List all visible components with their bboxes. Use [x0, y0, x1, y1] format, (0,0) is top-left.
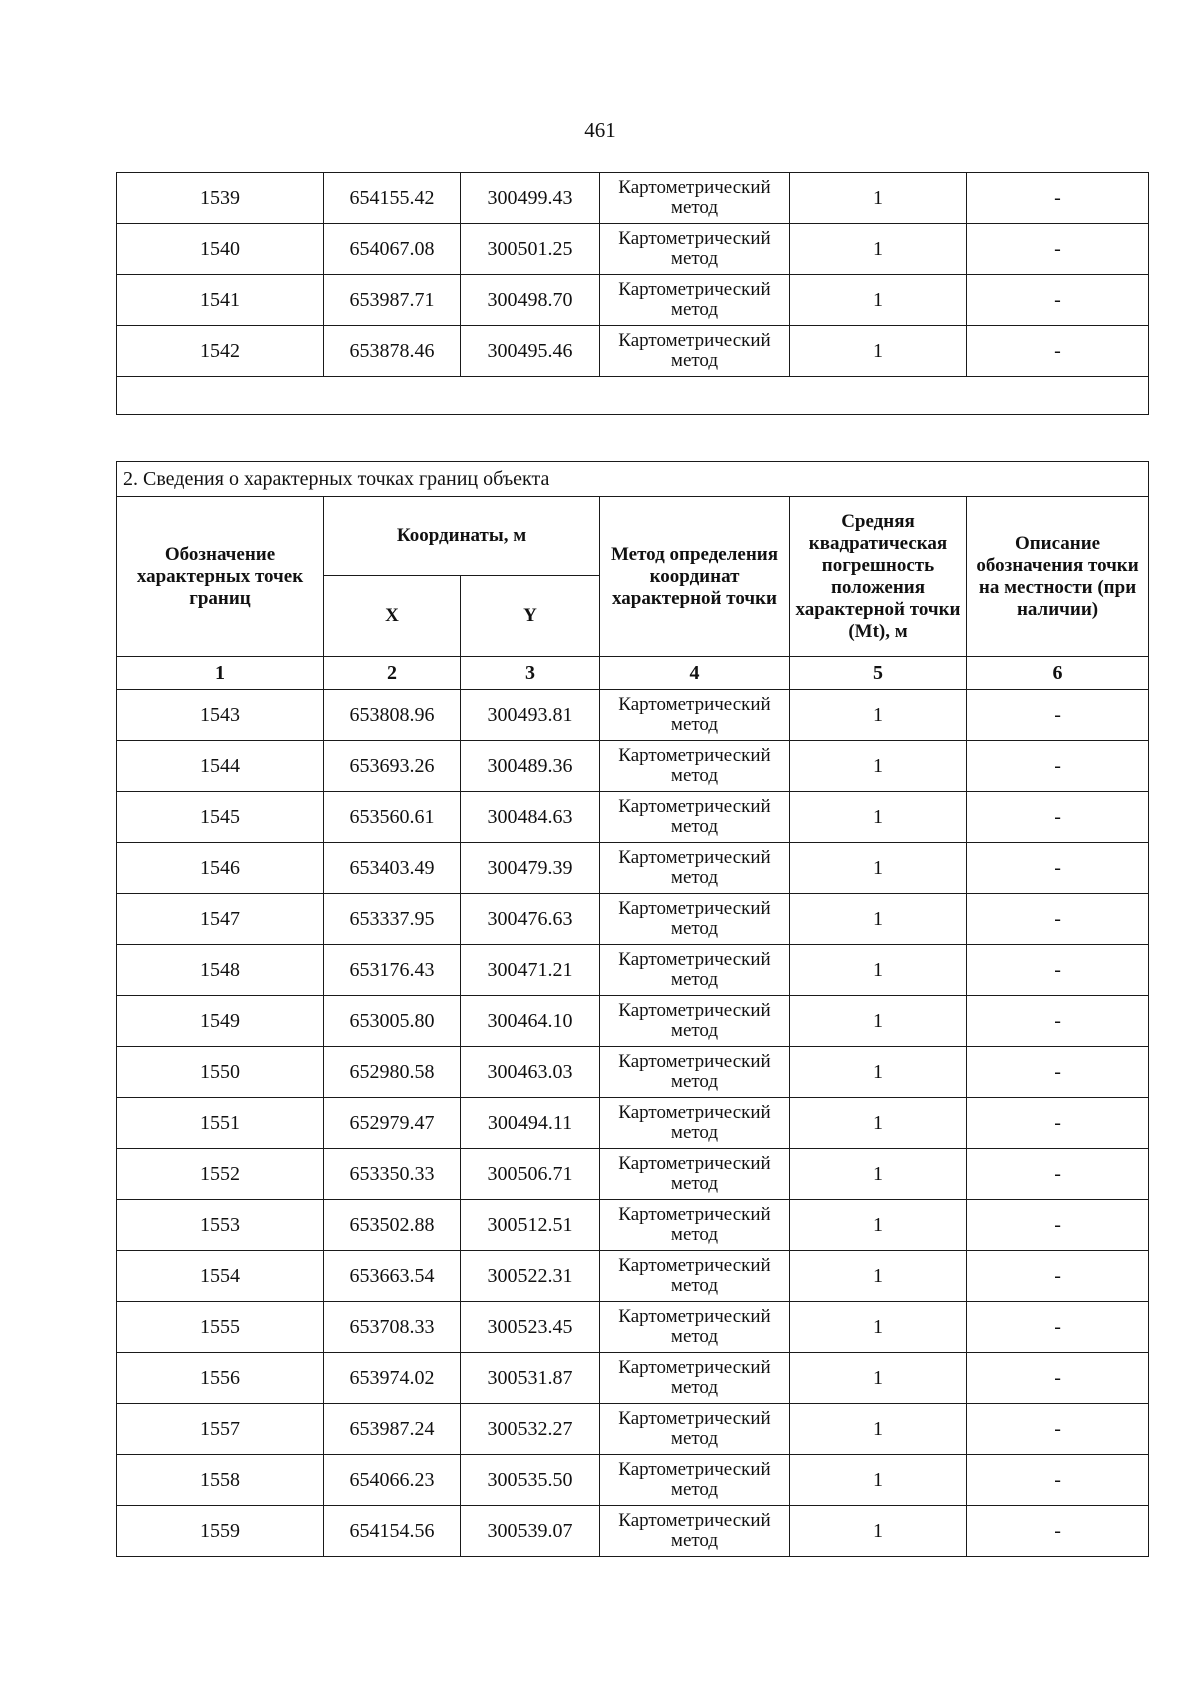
table-row — [117, 1302, 1149, 1353]
y-coordinate-cell: 300512.51 — [461, 1200, 600, 1251]
table-row — [117, 224, 1149, 275]
point-id-cell: 1552 — [117, 1149, 324, 1200]
mean-error-cell: 1 — [790, 1098, 967, 1149]
boundary-points-table — [116, 461, 1149, 1557]
description-cell: - — [967, 1149, 1149, 1200]
description-cell: - — [967, 792, 1149, 843]
method-cell: Картометрический метод — [600, 1098, 790, 1149]
table-row — [117, 945, 1149, 996]
description-cell: - — [967, 1506, 1149, 1557]
table-row — [117, 741, 1149, 792]
x-coordinate-cell: 653974.02 — [324, 1353, 461, 1404]
column-number-5: 5 — [790, 657, 967, 690]
y-coordinate-cell: 300498.70 — [461, 275, 600, 326]
x-coordinate-cell: 653176.43 — [324, 945, 461, 996]
mean-error-cell: 1 — [790, 894, 967, 945]
description-cell: - — [967, 996, 1149, 1047]
mean-error-cell: 1 — [790, 326, 967, 377]
point-id-cell: 1558 — [117, 1455, 324, 1506]
header-description: Описание обозначения точки на местности (при наличии) — [967, 497, 1149, 657]
point-id-cell: 1544 — [117, 741, 324, 792]
method-cell: Картометрический метод — [600, 945, 790, 996]
x-coordinate-cell: 654067.08 — [324, 224, 461, 275]
description-cell: - — [967, 843, 1149, 894]
method-cell: Картометрический метод — [600, 894, 790, 945]
point-id-cell: 1549 — [117, 996, 324, 1047]
table-row — [117, 996, 1149, 1047]
method-cell: Картометрический метод — [600, 792, 790, 843]
y-coordinate-cell: 300531.87 — [461, 1353, 600, 1404]
table-row — [117, 173, 1149, 224]
mean-error-cell: 1 — [790, 275, 967, 326]
y-coordinate-cell: 300495.46 — [461, 326, 600, 377]
y-coordinate-cell: 300532.27 — [461, 1404, 600, 1455]
mean-error-cell: 1 — [790, 1149, 967, 1200]
x-coordinate-cell: 653403.49 — [324, 843, 461, 894]
description-cell: - — [967, 1098, 1149, 1149]
method-cell: Картометрический метод — [600, 741, 790, 792]
y-coordinate-cell: 300523.45 — [461, 1302, 600, 1353]
mean-error-cell: 1 — [790, 1047, 967, 1098]
point-id-cell: 1547 — [117, 894, 324, 945]
method-cell: Картометрический метод — [600, 1455, 790, 1506]
y-coordinate-cell: 300522.31 — [461, 1251, 600, 1302]
point-id-cell: 1545 — [117, 792, 324, 843]
mean-error-cell: 1 — [790, 996, 967, 1047]
y-coordinate-cell: 300535.50 — [461, 1455, 600, 1506]
method-cell: Картометрический метод — [600, 1404, 790, 1455]
method-cell: Картометрический метод — [600, 690, 790, 741]
x-coordinate-cell: 654066.23 — [324, 1455, 461, 1506]
column-number-4: 4 — [600, 657, 790, 690]
table-row — [117, 1251, 1149, 1302]
table-row — [117, 894, 1149, 945]
description-cell: - — [967, 1047, 1149, 1098]
point-id-cell: 1543 — [117, 690, 324, 741]
mean-error-cell: 1 — [790, 741, 967, 792]
point-id-cell: 1557 — [117, 1404, 324, 1455]
x-coordinate-cell: 653502.88 — [324, 1200, 461, 1251]
table-row — [117, 326, 1149, 377]
column-number-1: 1 — [117, 657, 324, 690]
boundary-points-table-body — [117, 690, 1149, 1557]
point-id-cell: 1546 — [117, 843, 324, 894]
y-coordinate-cell: 300464.10 — [461, 996, 600, 1047]
y-coordinate-cell: 300493.81 — [461, 690, 600, 741]
x-coordinate-cell: 653350.33 — [324, 1149, 461, 1200]
table-row — [117, 1455, 1149, 1506]
method-cell: Картометрический метод — [600, 996, 790, 1047]
mean-error-cell: 1 — [790, 1455, 967, 1506]
x-coordinate-cell: 654154.56 — [324, 1506, 461, 1557]
point-id-cell: 1550 — [117, 1047, 324, 1098]
table-row — [117, 1098, 1149, 1149]
description-cell: - — [967, 173, 1149, 224]
mean-error-cell: 1 — [790, 945, 967, 996]
x-coordinate-cell: 653987.24 — [324, 1404, 461, 1455]
mean-error-cell: 1 — [790, 792, 967, 843]
mean-error-cell: 1 — [790, 173, 967, 224]
header-method: Метод определения координат характерной точки — [600, 497, 790, 657]
description-cell: - — [967, 894, 1149, 945]
column-number-6: 6 — [967, 657, 1149, 690]
x-coordinate-cell: 653987.71 — [324, 275, 461, 326]
method-cell: Картометрический метод — [600, 1251, 790, 1302]
y-coordinate-cell: 300494.11 — [461, 1098, 600, 1149]
x-coordinate-cell: 652980.58 — [324, 1047, 461, 1098]
y-coordinate-cell: 300489.36 — [461, 741, 600, 792]
table-row — [117, 1047, 1149, 1098]
description-cell: - — [967, 1200, 1149, 1251]
point-id-cell: 1559 — [117, 1506, 324, 1557]
mean-error-cell: 1 — [790, 1506, 967, 1557]
mean-error-cell: 1 — [790, 1353, 967, 1404]
x-coordinate-cell: 653808.96 — [324, 690, 461, 741]
description-cell: - — [967, 224, 1149, 275]
description-cell: - — [967, 741, 1149, 792]
x-coordinate-cell: 653663.54 — [324, 1251, 461, 1302]
empty-cell — [117, 377, 1149, 415]
method-cell: Картометрический метод — [600, 224, 790, 275]
description-cell: - — [967, 1251, 1149, 1302]
table-title: 2. Сведения о характерных точках границ объекта — [117, 462, 1149, 497]
header-designation: Обозначение характерных точек границ — [117, 497, 324, 657]
description-cell: - — [967, 1404, 1149, 1455]
header-coordinates: Координаты, м — [324, 497, 600, 576]
y-coordinate-cell: 300484.63 — [461, 792, 600, 843]
y-coordinate-cell: 300499.43 — [461, 173, 600, 224]
description-cell: - — [967, 275, 1149, 326]
table-row — [117, 843, 1149, 894]
method-cell: Картометрический метод — [600, 1353, 790, 1404]
y-coordinate-cell: 300479.39 — [461, 843, 600, 894]
mean-error-cell: 1 — [790, 690, 967, 741]
empty-row — [117, 377, 1149, 415]
description-cell: - — [967, 1455, 1149, 1506]
method-cell: Картометрический метод — [600, 1506, 790, 1557]
point-id-cell: 1539 — [117, 173, 324, 224]
method-cell: Картометрический метод — [600, 1200, 790, 1251]
column-number-3: 3 — [461, 657, 600, 690]
y-coordinate-cell: 300476.63 — [461, 894, 600, 945]
x-coordinate-cell: 653005.80 — [324, 996, 461, 1047]
header-mean-error: Средняя квадратическая погрешность положения характерной точки (Mt), м — [790, 497, 967, 657]
table-row — [117, 792, 1149, 843]
mean-error-cell: 1 — [790, 843, 967, 894]
method-cell: Картометрический метод — [600, 843, 790, 894]
x-coordinate-cell: 653708.33 — [324, 1302, 461, 1353]
table-row — [117, 690, 1149, 741]
mean-error-cell: 1 — [790, 1404, 967, 1455]
x-coordinate-cell: 653693.26 — [324, 741, 461, 792]
x-coordinate-cell: 653560.61 — [324, 792, 461, 843]
x-coordinate-cell: 653337.95 — [324, 894, 461, 945]
method-cell: Картометрический метод — [600, 1047, 790, 1098]
y-coordinate-cell: 300463.03 — [461, 1047, 600, 1098]
y-coordinate-cell: 300501.25 — [461, 224, 600, 275]
table-row — [117, 1200, 1149, 1251]
method-cell: Картометрический метод — [600, 1302, 790, 1353]
table-row — [117, 1506, 1149, 1557]
point-id-cell: 1540 — [117, 224, 324, 275]
table-row — [117, 1404, 1149, 1455]
mean-error-cell: 1 — [790, 1302, 967, 1353]
description-cell: - — [967, 945, 1149, 996]
y-coordinate-cell: 300506.71 — [461, 1149, 600, 1200]
x-coordinate-cell: 652979.47 — [324, 1098, 461, 1149]
description-cell: - — [967, 1353, 1149, 1404]
point-id-cell: 1548 — [117, 945, 324, 996]
column-number-2: 2 — [324, 657, 461, 690]
y-coordinate-cell: 300471.21 — [461, 945, 600, 996]
point-id-cell: 1541 — [117, 275, 324, 326]
header-x: X — [324, 576, 461, 657]
point-id-cell: 1554 — [117, 1251, 324, 1302]
coordinates-table-continued-body — [117, 173, 1149, 377]
point-id-cell: 1555 — [117, 1302, 324, 1353]
method-cell: Картометрический метод — [600, 275, 790, 326]
table-row — [117, 1149, 1149, 1200]
method-cell: Картометрический метод — [600, 1149, 790, 1200]
description-cell: - — [967, 690, 1149, 741]
mean-error-cell: 1 — [790, 1251, 967, 1302]
description-cell: - — [967, 1302, 1149, 1353]
mean-error-cell: 1 — [790, 1200, 967, 1251]
coordinates-table-continued — [116, 172, 1149, 415]
table-row — [117, 1353, 1149, 1404]
method-cell: Картометрический метод — [600, 326, 790, 377]
description-cell: - — [967, 326, 1149, 377]
mean-error-cell: 1 — [790, 224, 967, 275]
point-id-cell: 1542 — [117, 326, 324, 377]
page-number: 461 — [584, 118, 616, 142]
method-cell: Картометрический метод — [600, 173, 790, 224]
point-id-cell: 1553 — [117, 1200, 324, 1251]
x-coordinate-cell: 654155.42 — [324, 173, 461, 224]
table-row — [117, 275, 1149, 326]
y-coordinate-cell: 300539.07 — [461, 1506, 600, 1557]
point-id-cell: 1556 — [117, 1353, 324, 1404]
x-coordinate-cell: 653878.46 — [324, 326, 461, 377]
header-y: Y — [461, 576, 600, 657]
point-id-cell: 1551 — [117, 1098, 324, 1149]
